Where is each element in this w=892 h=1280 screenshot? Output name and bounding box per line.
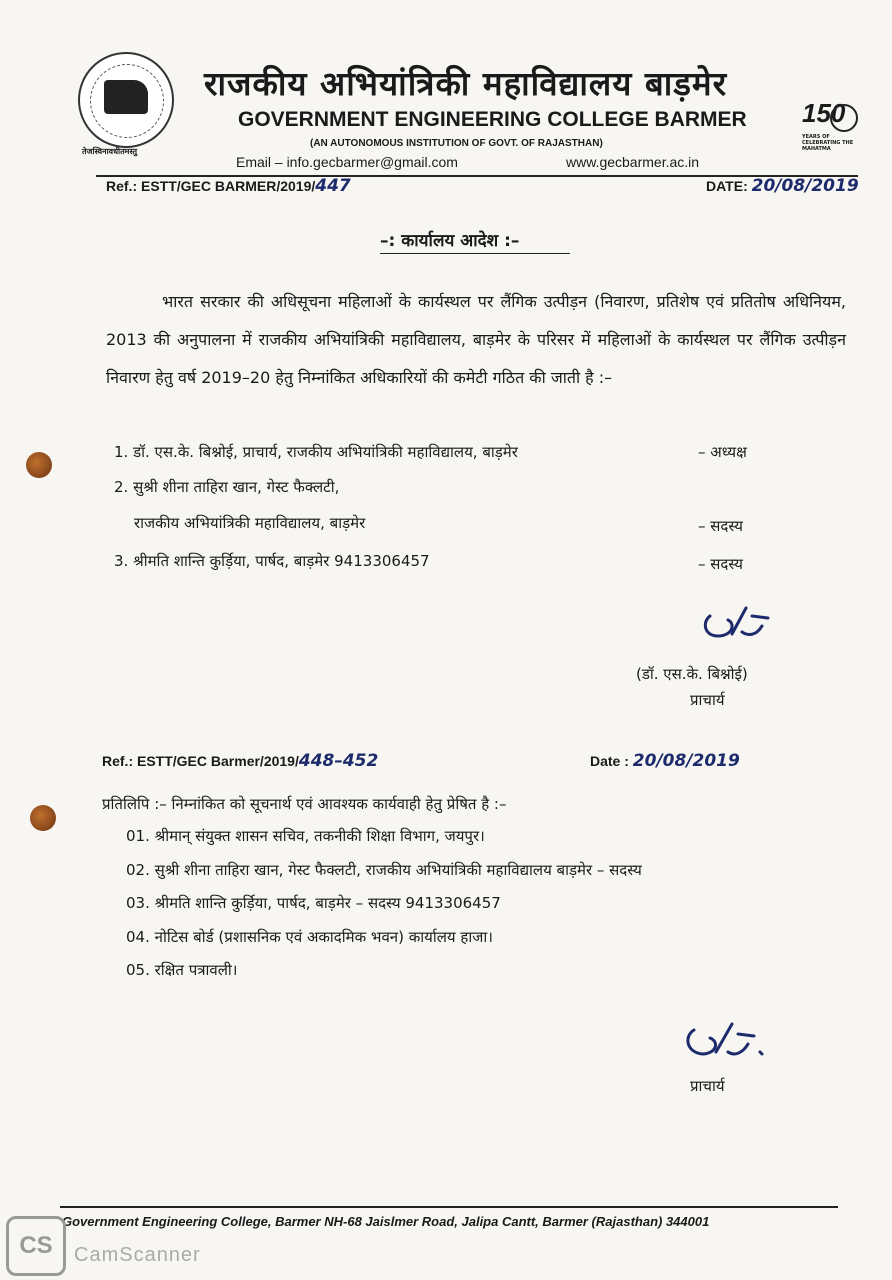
- order-ref-number: 447: [315, 176, 351, 196]
- principal-signature: [696, 596, 770, 656]
- college-logo: [78, 52, 174, 148]
- charkha-icon: [830, 104, 858, 132]
- copy-item-4: 04. नोटिस बोर्ड (प्रशासनिक एवं अकादमिक भवन) कार्यालय हाजा।: [126, 928, 493, 946]
- copy-intro: प्रतिलिपि :– निम्नांकित को सूचनार्थ एवं आवश्यक कार्यवाही हेतु प्रेषित है :–: [102, 795, 507, 813]
- copy-item-2: 02. सुश्री शीना ताहिरा खान, गेस्ट फैक्लटी, राजकीय अभियांत्रिकी महाविद्यालय बाड़मेर – सदस्य: [126, 861, 642, 879]
- order-date-value: 20/08/2019: [751, 176, 859, 196]
- principal-signature-copy: [680, 1012, 766, 1076]
- order-date-label: DATE:: [706, 178, 748, 194]
- college-subtitle: (AN AUTONOMOUS INSTITUTION OF GOVT. OF RAJASTHAN): [310, 138, 603, 149]
- copy-reference: [102, 751, 378, 771]
- footer-divider: [60, 1206, 838, 1208]
- member-3: 3. श्रीमति शान्ति कुर्ड़िया, पार्षद, बाड़मेर 9413306457: [114, 552, 430, 570]
- punch-hole-bottom: [30, 805, 56, 831]
- copy-date: [590, 751, 740, 771]
- order-date: [706, 176, 859, 196]
- copy-item-1: 01. श्रीमान् संयुक्त शासन सचिव, तकनीकी शिक्षा विभाग, जयपुर।: [126, 827, 485, 845]
- copy-ref-label: Ref.: ESTT/GEC Barmer/2019/: [102, 753, 299, 769]
- gandhi-150-badge: [802, 98, 858, 158]
- order-paragraph: भारत सरकार की अधिसूचना महिलाओं के कार्यस्थल पर लैंगिक उत्पीड़न (निवारण, प्रतिशेष एवं प्रतितोष अधिनियम, 2013 की अनुपालना में राजकीय अभियांत्रिकी महाविद्यालय, बाड़मेर के परिसर में महिलाओं के कार्यस्थल पर लैंगिक उत्पीड़न निवारण हेतु वर्ष 2019–20 हेतु निम्नांकित अधिकारियों की कमेटी गठित की जाती है :–: [106, 292, 846, 387]
- college-email: Email – info.gecbarmer@gmail.com: [236, 154, 458, 170]
- punch-hole-top: [26, 452, 52, 478]
- copy-date-label: Date :: [590, 753, 629, 769]
- copy-signatory-title: प्राचार्य: [690, 1077, 725, 1095]
- college-title-hindi: राजकीय अभियांत्रिकी महाविद्यालय बाड़मेर: [204, 64, 728, 103]
- copy-date-value: 20/08/2019: [632, 751, 740, 771]
- member-3-role: – सदस्य: [698, 555, 743, 573]
- signatory-title: प्राचार्य: [690, 691, 725, 709]
- order-reference: [106, 176, 351, 196]
- member-2-role: – सदस्य: [698, 517, 743, 535]
- order-ref-label: Ref.: ESTT/GEC BARMER/2019/: [106, 178, 316, 194]
- copy-ref-number: 448–452: [298, 751, 379, 771]
- member-2-line2: राजकीय अभियांत्रिकी महाविद्यालय, बाड़मेर: [134, 514, 366, 532]
- college-title-english: GOVERNMENT ENGINEERING COLLEGE BARMER: [238, 108, 747, 131]
- camscanner-watermark: CamScanner: [74, 1244, 201, 1266]
- member-1: 1. डॉ. एस.के. बिश्नोई, प्राचार्य, राजकीय अभियांत्रिकी महाविद्यालय, बाड़मेर: [114, 443, 518, 461]
- badge-number: 150: [802, 98, 846, 128]
- steam-engine-icon: [104, 80, 148, 114]
- signatory-name: (डॉ. एस.के. बिश्नोई): [636, 665, 748, 683]
- college-website: www.gecbarmer.ac.in: [566, 154, 700, 170]
- office-order-heading: –: कार्यालय आदेश :–: [380, 231, 520, 251]
- member-2: 2. सुश्री शीना ताहिरा खान, गेस्ट फैक्लटी,: [114, 478, 340, 496]
- camscanner-logo: CS: [6, 1216, 66, 1276]
- member-1-role: – अध्यक्ष: [698, 443, 747, 461]
- copy-item-5: 05. रक्षित पत्रावली।: [126, 961, 238, 979]
- footer-address: Government Engineering College, Barmer NH-68 Jaislmer Road, Jalipa Cantt, Barmer (Rajasthan) 344001: [62, 1214, 710, 1229]
- badge-caption: YEARS OF CELEBRATING THE MAHATMA: [802, 134, 854, 152]
- heading-underline: [380, 253, 570, 254]
- copy-item-3: 03. श्रीमति शान्ति कुर्ड़िया, पार्षद, बाड़मेर – सदस्य 9413306457: [126, 894, 501, 912]
- logo-motto: तेजस्विनावधीतमस्तु: [82, 147, 138, 156]
